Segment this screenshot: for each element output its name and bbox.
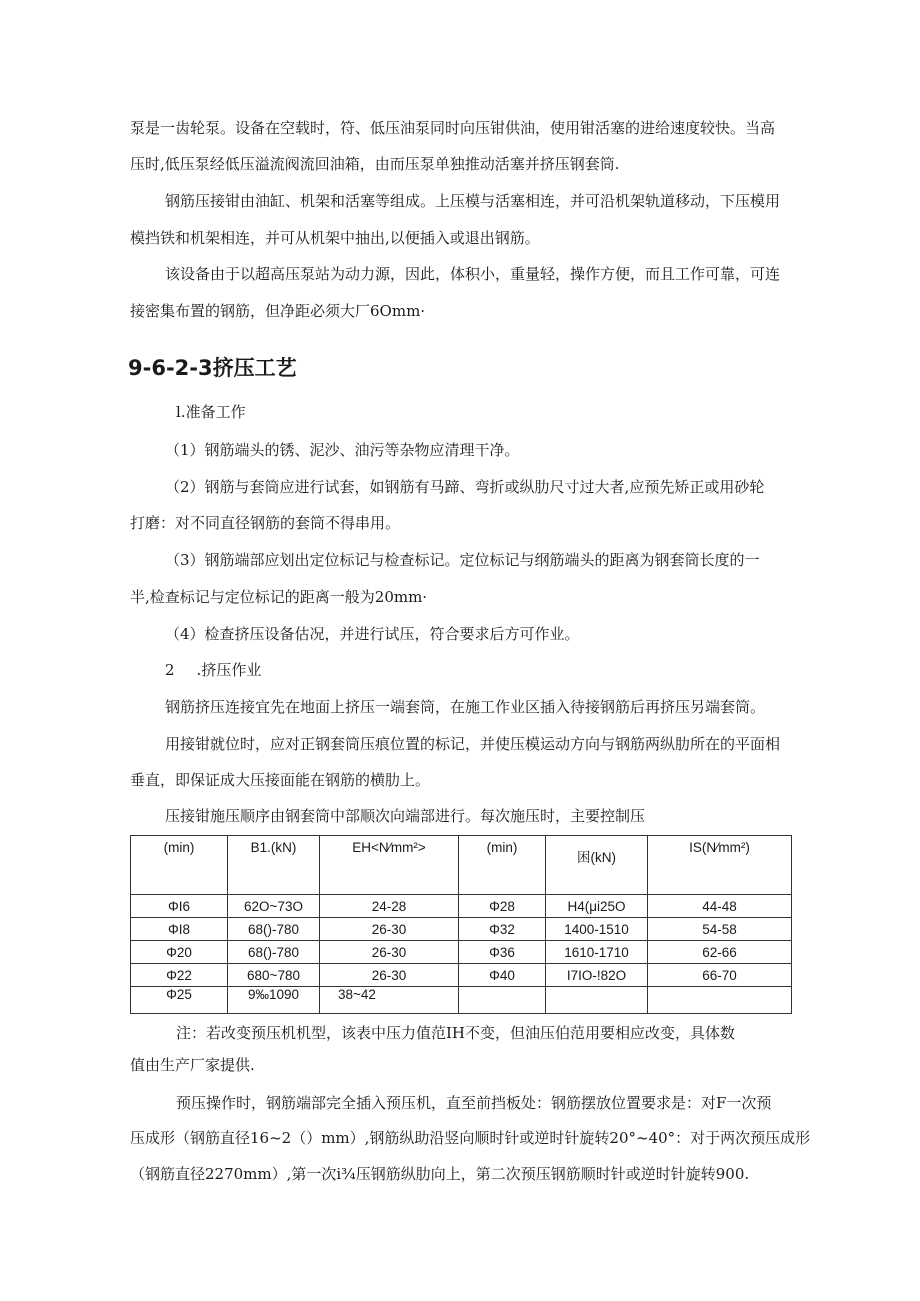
table-header-cell: IS(N⁄mm²) bbox=[648, 836, 792, 895]
paragraph-line: 压成形（钢筋直径16~2（）mm）,钢筋纵助沿竖向顺时针或逆时针旋转20°~40°：对于两次预压成形 bbox=[130, 1129, 811, 1147]
table-cell: Φ32 bbox=[459, 918, 546, 941]
list-item-continuation: 半,检查标记与定位标记的距离一般为20mm· bbox=[130, 588, 428, 606]
subsection-title: l.准备工作 bbox=[176, 403, 246, 421]
subsection-title-text: .挤压作业 bbox=[196, 661, 262, 679]
table-cell: Φ28 bbox=[459, 895, 546, 918]
table-cell: 26-30 bbox=[320, 918, 459, 941]
table-cell bbox=[648, 987, 792, 1014]
list-item-continuation: 打磨：对不同直径钢筋的套筒不得串用。 bbox=[130, 514, 401, 532]
table-header-cell: 困(kN) bbox=[546, 836, 648, 895]
table-cell: 26-30 bbox=[320, 941, 459, 964]
paragraph-line: 压接钳施压顺序由钢套筒中部顺次向端部进行。每次施压时，主要控制压 bbox=[165, 807, 646, 825]
table-cell: ΦI6 bbox=[131, 895, 228, 918]
paragraph-line: 用接钳就位时，应对正钢套筒压痕位置的标记，并使压模运动方向与钢筋两纵肋所在的平面相 bbox=[165, 735, 781, 753]
table-cell: Φ40 bbox=[459, 964, 546, 987]
table-row bbox=[131, 987, 792, 1014]
table-cell: 44-48 bbox=[648, 895, 792, 918]
table-cell: 9‰1090 bbox=[228, 987, 320, 1014]
paragraph-line: 钢筋挤压连接宜先在地面上挤压一端套筒，在施工作业区插入待接钢筋后再挤压另端套筒。 bbox=[165, 698, 766, 716]
paragraph-line: 该设备由于以超高压泵站为动力源，因此，体积小，重量轻，操作方便，而且工作可靠，可连 bbox=[165, 265, 781, 283]
paragraph-line: 钢筋压接钳由油缸、机架和活塞等组成。上压模与活塞相连，并可沿机架轨道移动，下压模用 bbox=[165, 192, 781, 210]
paragraph-line: 泵是一齿轮泵。设备在空载时，符、低压油泵同时向压钳供油，使用钳活塞的进给速度较快。当高 bbox=[130, 119, 776, 137]
table-cell bbox=[546, 987, 648, 1014]
subsection-number: 2 bbox=[165, 661, 175, 679]
table-header-cell: EH<N⁄mm²> bbox=[320, 836, 459, 895]
table-header-row bbox=[131, 836, 792, 895]
section-heading: 9-6-2-3挤压工艺 bbox=[128, 356, 297, 380]
table-cell: 68()-780 bbox=[228, 918, 320, 941]
list-item: （3）钢筋端部应划出定位标记与检查标记。定位标记与纲筋端头的距离为钢套筒长度的一 bbox=[165, 551, 760, 569]
table-cell: Φ25 bbox=[131, 987, 228, 1014]
table-cell: 62-66 bbox=[648, 941, 792, 964]
table-row bbox=[131, 941, 792, 964]
paragraph-line: 模挡铁和机架相连，并可从机架中抽出,以便插入或退出钢筋。 bbox=[130, 229, 540, 247]
table-cell: 24-28 bbox=[320, 895, 459, 918]
list-item: （4）检查挤压设备估况，并进行试压，符合要求后方可作业。 bbox=[165, 625, 580, 643]
list-item: （2）钢筋与套筒应进行试套，如钢筋有马蹄、弯折或纵肋尺寸过大者,应预先矫正或用砂轮 bbox=[165, 478, 765, 496]
table-row bbox=[131, 895, 792, 918]
table-cell: 68()-780 bbox=[228, 941, 320, 964]
table-row bbox=[131, 918, 792, 941]
table-row bbox=[131, 964, 792, 987]
paragraph-line: 压时,低压泵经低压溢流阀流回油箱，由而压泵单独推动活塞并挤压钢套筒. bbox=[130, 155, 620, 173]
table-cell: 38~42 bbox=[320, 987, 459, 1014]
table-header-cell: (min) bbox=[459, 836, 546, 895]
note-line: 值由生产厂家提供. bbox=[130, 1056, 255, 1074]
table-cell: Φ20 bbox=[131, 941, 228, 964]
table-cell: 66-70 bbox=[648, 964, 792, 987]
table-cell: H4(μi25O bbox=[546, 895, 648, 918]
paragraph-line: 预压操作时，钢筋端部完全插入预压机，直至前挡板处：钢筋摆放位置要求是：对F一次预 bbox=[176, 1094, 772, 1112]
list-item: （1）钢筋端头的锈、泥沙、油污等杂物应清理干净。 bbox=[165, 441, 520, 459]
table-cell: 1610-1710 bbox=[546, 941, 648, 964]
pressure-table bbox=[130, 835, 792, 1014]
table-cell: ΦI8 bbox=[131, 918, 228, 941]
note-line: 注：若改变预压机机型，该表中压力值范IH不变，但油压伯范用要相应改变，具体数 bbox=[176, 1024, 736, 1042]
table-header-cell: B1.(kN) bbox=[228, 836, 320, 895]
table-cell: 62O~73O bbox=[228, 895, 320, 918]
table-cell: 26-30 bbox=[320, 964, 459, 987]
paragraph-line: 接密集布置的钢筋，但净距必须大厂6Omm· bbox=[130, 302, 426, 320]
table-cell bbox=[459, 987, 546, 1014]
table-cell: 1400-1510 bbox=[546, 918, 648, 941]
table-cell: I7IO-!82O bbox=[546, 964, 648, 987]
subsection-title bbox=[165, 660, 261, 680]
table-header-cell: (min) bbox=[131, 836, 228, 895]
table-cell: Φ36 bbox=[459, 941, 546, 964]
paragraph-line: 垂直，即保证成大压接面能在钢筋的横肋上。 bbox=[130, 771, 431, 789]
table-cell: 680~780 bbox=[228, 964, 320, 987]
table-cell: Φ22 bbox=[131, 964, 228, 987]
table-cell: 54-58 bbox=[648, 918, 792, 941]
paragraph-line: （钢筋直径2270mm）,第一次i¾压钢筋纵肋向上，第二次预压钢筋顺时针或逆时针旋转900. bbox=[130, 1165, 750, 1183]
